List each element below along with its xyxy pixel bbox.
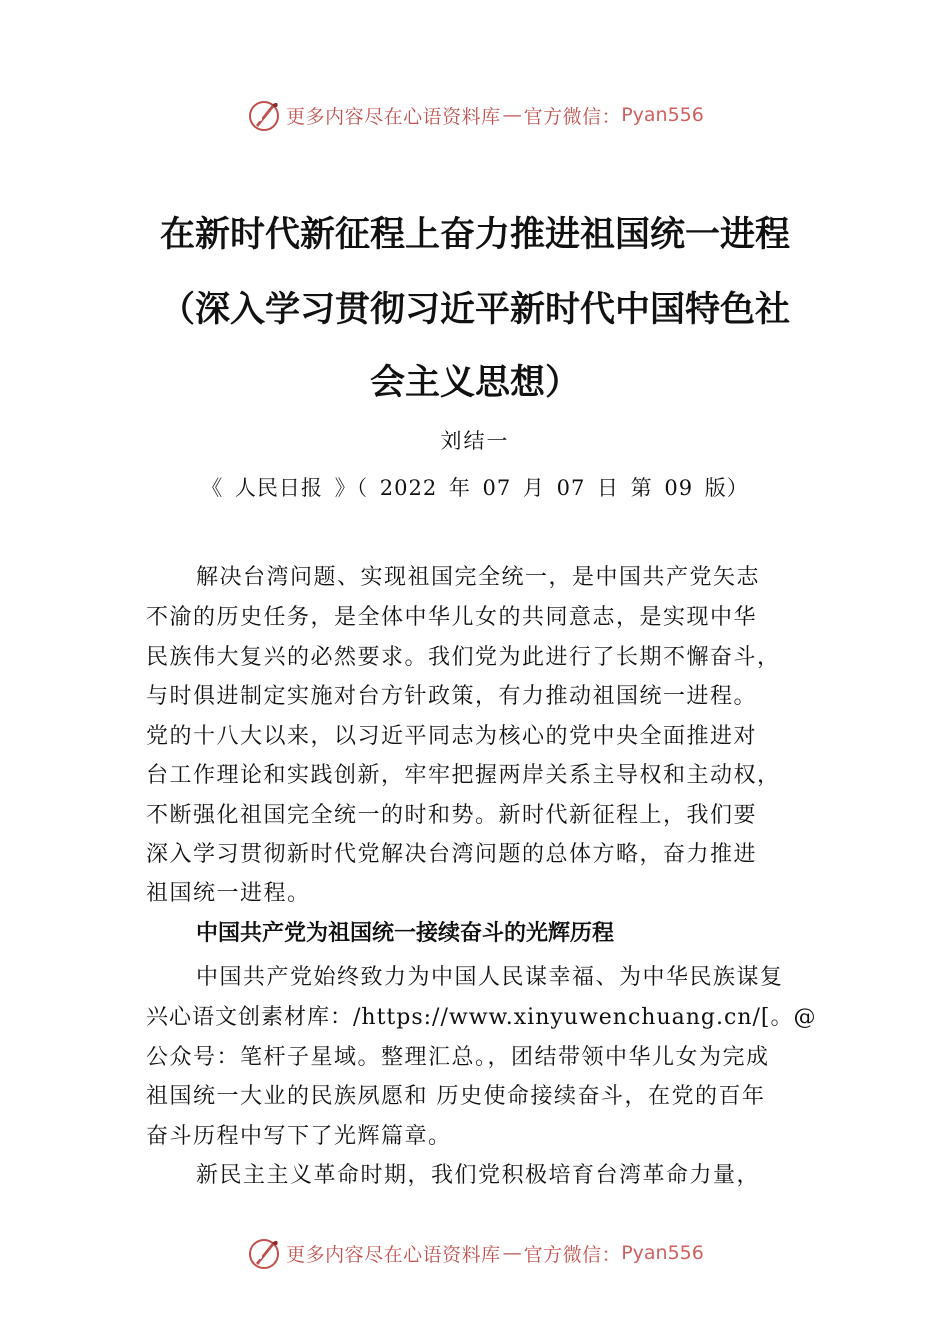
banner-site-text: 更多内容尽在心语资料库 — [286, 105, 501, 128]
banner-wechat-id: Pyan556 — [621, 104, 704, 126]
footer-banner — [0, 1233, 950, 1273]
paragraph-line: 新民主主义革命时期，我们党积极培育台湾革命力量， — [196, 1163, 761, 1188]
paragraph-line: 祖国统一进程。 — [146, 881, 311, 906]
paragraph-line: 与时俱进制定实施对台方针政策，有力推动祖国统一进程。 — [146, 684, 758, 709]
title-line-2: （深入学习贯彻习近平新时代中国特色社 — [159, 290, 790, 330]
paragraph-line: 祖国统一大业的民族夙愿和 历史使命接续奋斗，在党的百年 — [146, 1084, 766, 1109]
paragraph-line: 台工作理论和实践创新，牢牢把握两岸关系主导权和主动权， — [146, 763, 781, 788]
paragraph-line: 党的十八大以来，以习近平同志为核心的党中央全面推进对 — [146, 724, 758, 749]
title-line-1: 在新时代新征程上奋力推进祖国统一进程 — [159, 215, 790, 255]
title-line-3: 会主义思想） — [369, 363, 580, 403]
paragraph-line: 深入学习贯彻新时代党解决台湾问题的总体方略，奋力推进 — [146, 842, 758, 867]
paragraph-line: 不断强化祖国完全统一的时和势。新时代新征程上，我们要 — [146, 803, 758, 828]
banner-wechat-id: Pyan556 — [621, 1242, 704, 1264]
banner-site-text: 更多内容尽在心语资料库 — [286, 1243, 501, 1266]
paragraph-line: 民族伟大复兴的必然要求。我们党为此进行了长期不懈奋斗， — [146, 645, 781, 670]
paragraph-line: 中国共产党始终致力为中国人民谋幸福、为中华民族谋复 — [196, 965, 784, 990]
banner-dash: — — [502, 1242, 522, 1264]
header-banner — [0, 95, 950, 135]
section-heading: 中国共产党为祖国统一接续奋斗的光辉历程 — [196, 921, 615, 946]
paragraph-line: 解决台湾问题、实现祖国完全统一，是中国共产党矢志 — [196, 565, 761, 590]
banner-wechat-label: 官方微信： — [523, 1243, 622, 1266]
paragraph-line: 奋斗历程中写下了光辉篇章。 — [146, 1124, 452, 1149]
quill-logo-icon — [246, 1235, 282, 1271]
banner-dash: — — [502, 104, 522, 126]
author: 刘结一 — [440, 429, 510, 453]
banner-wechat-label: 官方微信： — [523, 105, 622, 128]
quill-logo-icon — [246, 97, 282, 133]
paragraph-line: 公众号：笔杆子星域。整理汇总。，团结带领中华儿女为完成 — [146, 1045, 770, 1070]
paragraph-line: 不渝的历史任务，是全体中华儿女的共同意志，是实现中华 — [146, 605, 758, 630]
paragraph-line: 兴心语文创素材库：/https://www.xinyuwenchuang.cn/[。@ — [146, 1005, 817, 1030]
source-citation: 《 人民日报 》（ 2022 年 07 月 07 日 第 09 版） — [201, 476, 749, 500]
